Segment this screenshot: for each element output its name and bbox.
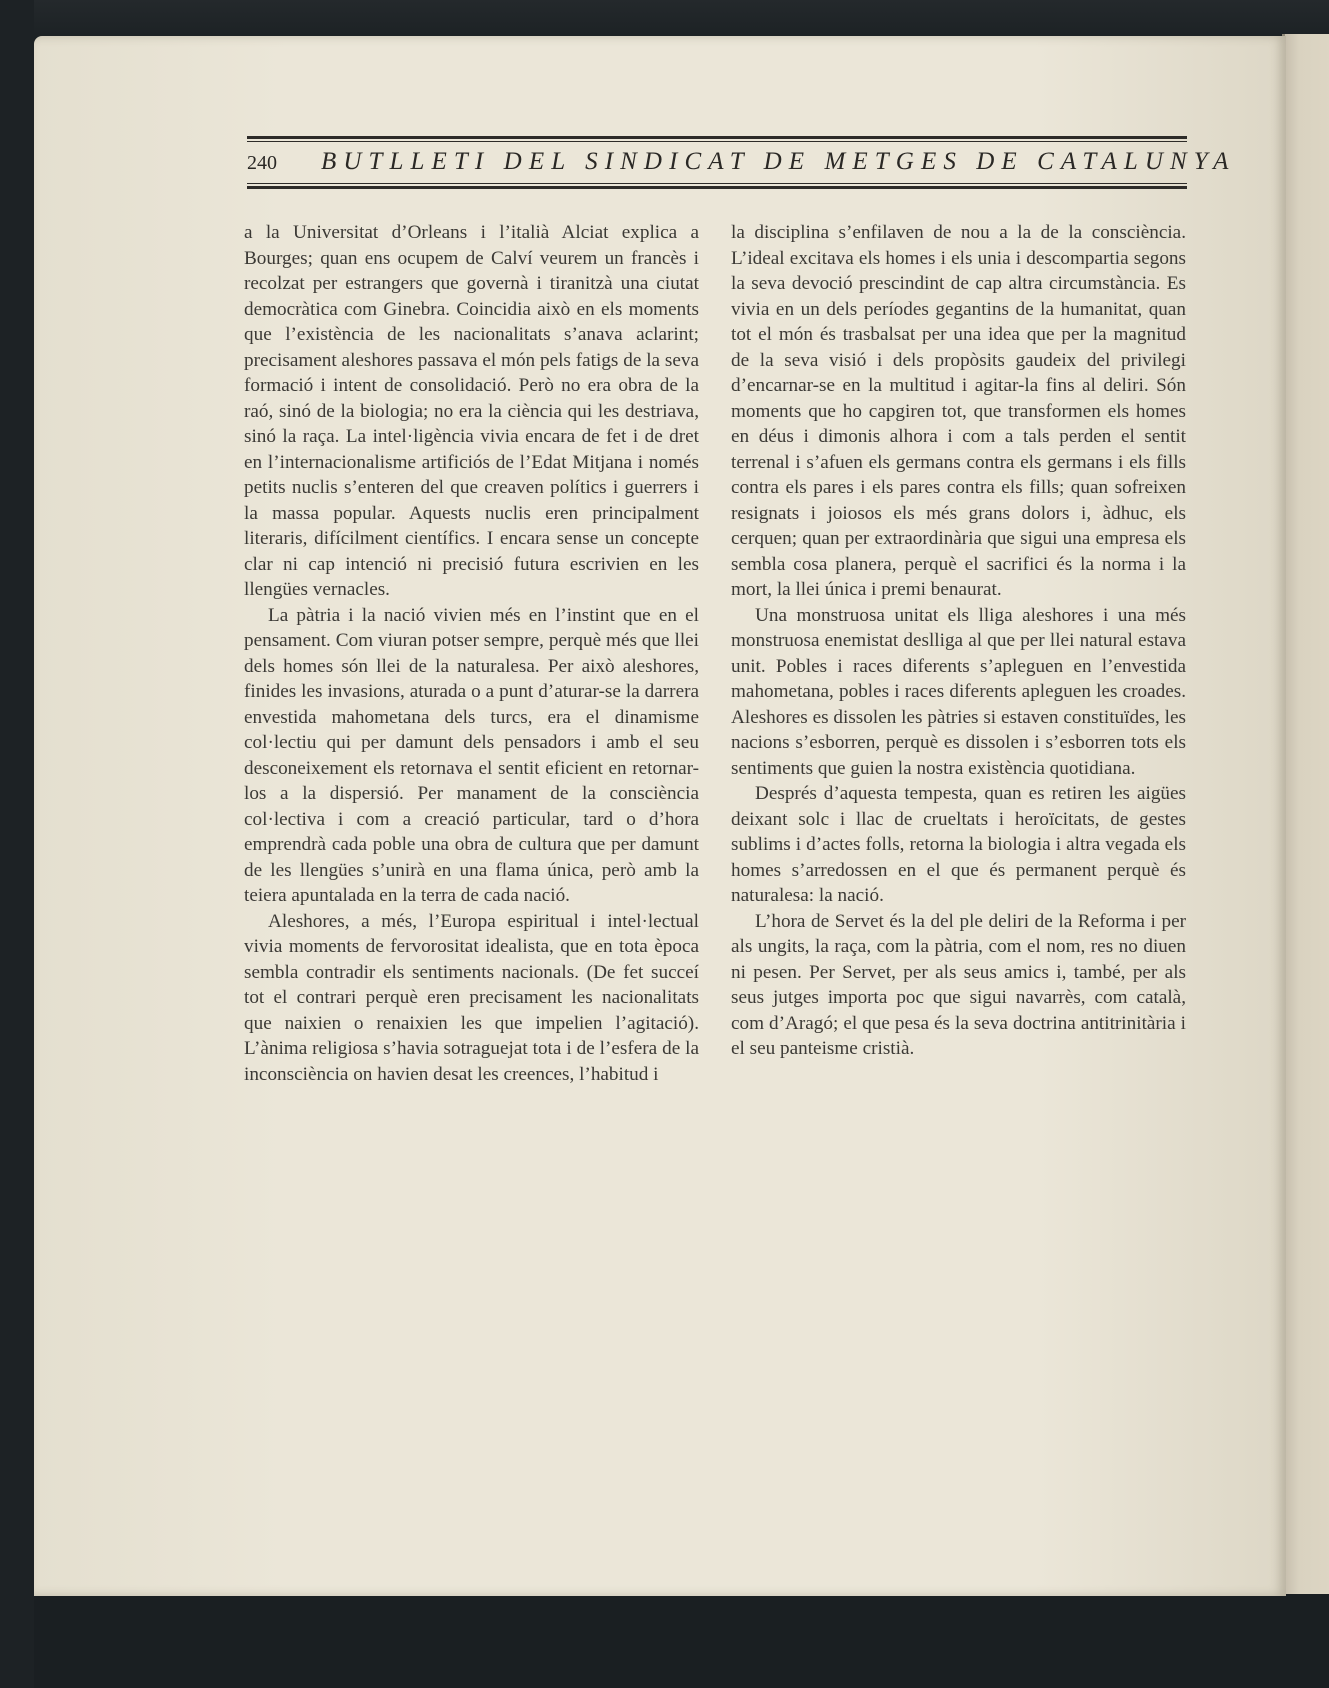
header-rule-top-thick	[247, 136, 1187, 139]
left-text-column	[244, 220, 699, 1087]
scanner-background-left	[0, 0, 34, 1688]
right-paragraph-3: Després d’aquesta tempesta, quan es retiren les aigües deixant solc i llac de crueltats i heroïcitats, de gestes sublims i d’actes folls, retorna la biologia i altra vegada els homes s’arredossen en el que és permanent perquè és naturalesa: la nació.	[731, 783, 1186, 906]
left-paragraph-2: La pàtria i la nació vivien més en l’instint que en el pensament. Com viuran potser sempre, perquè més que llei dels homes són llei de la naturalesa. Per això aleshores, finides les invasions, aturada o a punt d’aturar-se la darrera envestida mahometana dels turcs, era el dinamisme col·lectiu qui per damunt dels pensadors i amb el seu desconeixement els retornava el sentit eficient en retornar-los a la dispersió. Per manament de la consciència col·lectiva i com a creació particular, tard o d’hora emprendrà cada poble una obra de cultura que per damunt de les llengües s’unirà en una flama única, però amb la teiera apuntalada en la terra de cada nació.	[244, 604, 699, 906]
header-rule-bottom-thin	[247, 183, 1187, 184]
journal-title: BUTLLETI DEL SINDICAT DE METGES DE CATALUNYA	[321, 148, 1236, 175]
right-text-column	[731, 220, 1186, 1062]
adjacent-page-edge	[1282, 34, 1329, 1594]
scanner-background-top	[0, 0, 1329, 40]
left-paragraph-1: a la Universitat d’Orleans i l’italià Alciat explica a Bourges; quan ens ocupem de Calví veurem un francès i recolzat per estrangers que governà i tiranitzà una ciutat democràtica com Ginebra. Coincidia això en els moments que l’existència de les nacionalitats s’anava aclarint; precisament aleshores passava el món pels fatigs de la seva formació i intent de consolidació. Però no era obra de la raó, sinó de la biologia; no era la ciència qui les destriava, sinó la raça. La intel·ligència vivia encara de fet i de dret en l’internacionalisme artificiós de l’Edat Mitjana i només petits nuclis s’enteren del que creaven polítics i guerrers i la massa popular. Aquests nuclis eren principalment literaris, difícilment científics. I encara sense un concepte clar ni cap intenció ni precisió futura escrivien en les llengües vernacles.	[244, 222, 699, 600]
right-paragraph-1: la disciplina s’enfilaven de nou a la de la consciència. L’ideal excitava els homes i els unia i descompartia segons la seva devoció prescindint de cap altra circumstància. Es vivia en un dels períodes gegantins de la humanitat, quan tot el món és trasbalsat per una idea que per la magnitud de la seva visió i dels propòsits gaudeix del privilegi d’encarnar-se en la multitud i agitar-la fins al deliri. Són moments que ho capgiren tot, que transformen els homes en déus i dimonis alhora i com a tals perden el sentit terrenal i s’afuen els germans contra els germans i els fills contra els pares i els pares contra els fills; quan sofreixen resignats i joiosos els més grans dolors i, àdhuc, els cerquen; quan per extraordinària que sigui una empresa els sembla cosa planera, perquè el sacrifici és la norma i la mort, la llei única i premi benaurat.	[731, 222, 1186, 600]
header-rule-top-thin	[247, 141, 1187, 142]
running-header	[247, 146, 1236, 182]
page-number: 240	[247, 152, 277, 174]
header-rule-bottom-thick	[247, 186, 1187, 189]
left-paragraph-3: Aleshores, a més, l’Europa espiritual i intel·lectual vivia moments de fervorositat idealista, que en tota època sembla contradir els sentiments nacionals. (De fet succeí tot el contrari perquè eren precisament les nacionalitats que naixien o renaixien les que impelien l’agitació). L’ànima religiosa s’havia sotraguejat tota i de l’esfera de la inconsciència on havien desat les creences, l’habitud i	[244, 910, 699, 1085]
right-paragraph-4: L’hora de Servet és la del ple deliri de la Reforma i per als ungits, la raça, com la pàtria, com el nom, res no diuen ni pesen. Per Servet, per als seus amics i, també, per als seus jutges importa poc que sigui navarrès, com català, com d’Aragó; el que pesa és la seva doctrina antitrinitària i el seu panteisme cristià.	[731, 910, 1186, 1059]
right-paragraph-2: Una monstruosa unitat els lliga aleshores i una més monstruosa enemistat deslliga al que per llei natural estava unit. Pobles i races diferents s’apleguen en l’envestida mahometana, pobles i races diferents apleguen les croades. Aleshores es dissolen les pàtries si estaven constituïdes, les nacions s’esborren, perquè es dissolen i s’esborren tots els sentiments que guien la nostra existència quotidiana.	[731, 604, 1186, 779]
